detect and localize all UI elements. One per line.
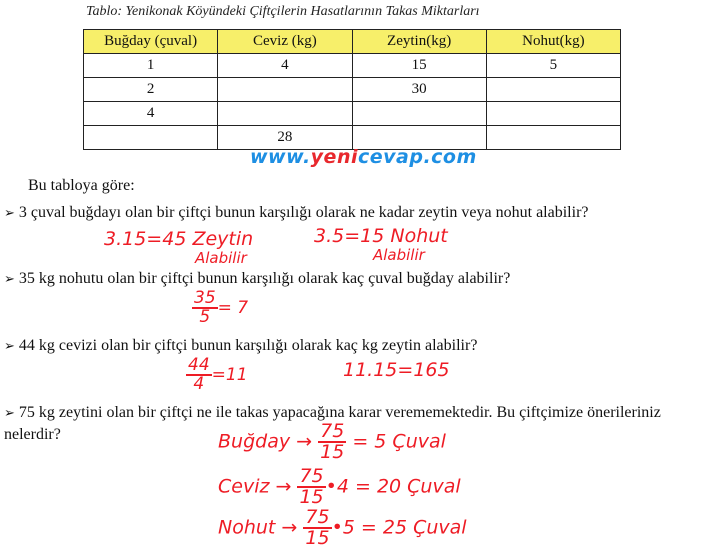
question-1 — [4, 202, 589, 225]
table-cell: 2 — [84, 78, 218, 102]
fraction-denominator: 4 — [193, 374, 205, 394]
question-4-cont: nelerdir? — [4, 426, 61, 443]
question-3 — [4, 335, 477, 358]
answer-4-fraction — [297, 467, 325, 507]
table-cell: 5 — [486, 54, 620, 78]
watermark-part: yeni — [310, 146, 358, 168]
fraction-denominator: 5 — [199, 307, 211, 327]
table-caption: Tablo: Yenikonak Köyündeki Çiftçilerin Hasatlarının Takas Miktarları — [86, 4, 480, 19]
answer-4-result: •4 = 20 Çuval — [325, 475, 461, 498]
answer-4-label: Nohut — [218, 516, 276, 539]
answer-3-right: 11.15=165 — [343, 359, 450, 381]
answer-1-right: 3.5=15 Nohut — [314, 225, 448, 247]
table-cell: 4 — [84, 102, 218, 126]
answer-3-result: =11 — [211, 365, 248, 385]
fraction-numerator: 35 — [194, 288, 216, 308]
question-text: 44 kg cevizi olan bir çiftçi bunun karşılığı olarak kaç kg zeytin alabilir? — [18, 337, 478, 354]
table-cell — [352, 102, 486, 126]
answer-2-result: = 7 — [217, 298, 249, 318]
table-cell — [486, 126, 620, 150]
table-cell: 30 — [352, 78, 486, 102]
harvest-table — [83, 29, 621, 150]
fraction-numerator: 75 — [305, 506, 330, 528]
fraction-numerator: 75 — [320, 420, 345, 442]
table-cell: 4 — [218, 54, 352, 78]
arrow-bullet-icon: ➢ — [4, 339, 15, 354]
answer-4-fraction — [303, 508, 331, 548]
intro-text: Bu tabloya göre: — [28, 177, 135, 194]
table-cell: 15 — [352, 54, 486, 78]
answer-4-label: Buğday — [218, 430, 291, 453]
fraction-numerator: 75 — [299, 465, 324, 487]
question-2 — [4, 268, 510, 291]
answer-1-right-sub: Alabilir — [373, 246, 425, 264]
fraction-numerator: 44 — [188, 355, 210, 375]
question-text: 3 çuval buğdayı olan bir çiftçi bunun karşılığı olarak ne kadar zeytin veya nohut alabilir? — [18, 204, 589, 221]
answer-3 — [186, 357, 248, 393]
watermark-part: cevap — [357, 146, 424, 168]
arrow-bullet-icon: ➢ — [4, 406, 15, 421]
arrow-icon: → — [281, 516, 298, 539]
table-cell: 28 — [218, 126, 352, 150]
table-row — [84, 78, 621, 102]
fraction-denominator: 15 — [299, 486, 324, 508]
answer-4-label: Ceviz — [218, 475, 270, 498]
table-cell — [218, 102, 352, 126]
header-nohut: Nohut(kg) — [486, 30, 620, 54]
answer-3-fraction — [186, 357, 212, 393]
arrow-bullet-icon: ➢ — [4, 206, 15, 221]
table-row — [84, 54, 621, 78]
answer-1-left-sub: Alabilir — [195, 249, 247, 267]
arrow-icon: → — [275, 475, 292, 498]
table-cell: 1 — [84, 54, 218, 78]
watermark-part: .com — [423, 146, 477, 168]
answer-4-result: = 5 Çuval — [352, 430, 446, 453]
answer-2 — [192, 290, 248, 326]
answer-2-fraction — [192, 290, 218, 326]
table-row — [84, 102, 621, 126]
watermark-part: www. — [250, 146, 311, 168]
question-text: 35 kg nohutu olan bir çiftçi bunun karşılığı olarak kaç çuval buğday alabilir? — [18, 270, 511, 287]
answer-4-result: •5 = 25 Çuval — [331, 516, 467, 539]
answer-4-row-2 — [218, 467, 461, 507]
table-cell — [218, 78, 352, 102]
header-zeytin: Zeytin(kg) — [352, 30, 486, 54]
header-ceviz: Ceviz (kg) — [218, 30, 352, 54]
answer-4-row-1 — [218, 422, 446, 462]
question-text: 75 kg zeytini olan bir çiftçi ne ile takas yapacağına karar verememektedir. Bu çiftçimize önerileriniz — [18, 404, 661, 421]
table-header-row — [84, 30, 621, 54]
arrow-bullet-icon: ➢ — [4, 272, 15, 287]
table-cell — [486, 78, 620, 102]
answer-4-row-3 — [218, 508, 467, 548]
header-bugday: Buğday (çuval) — [84, 30, 218, 54]
fraction-denominator: 15 — [320, 441, 345, 463]
arrow-icon: → — [296, 430, 313, 453]
table-cell — [486, 102, 620, 126]
answer-1-left: 3.15=45 Zeytin — [104, 228, 254, 250]
fraction-denominator: 15 — [305, 527, 330, 549]
watermark-logo — [250, 146, 477, 168]
answer-4-fraction — [318, 422, 346, 462]
table-cell — [84, 126, 218, 150]
